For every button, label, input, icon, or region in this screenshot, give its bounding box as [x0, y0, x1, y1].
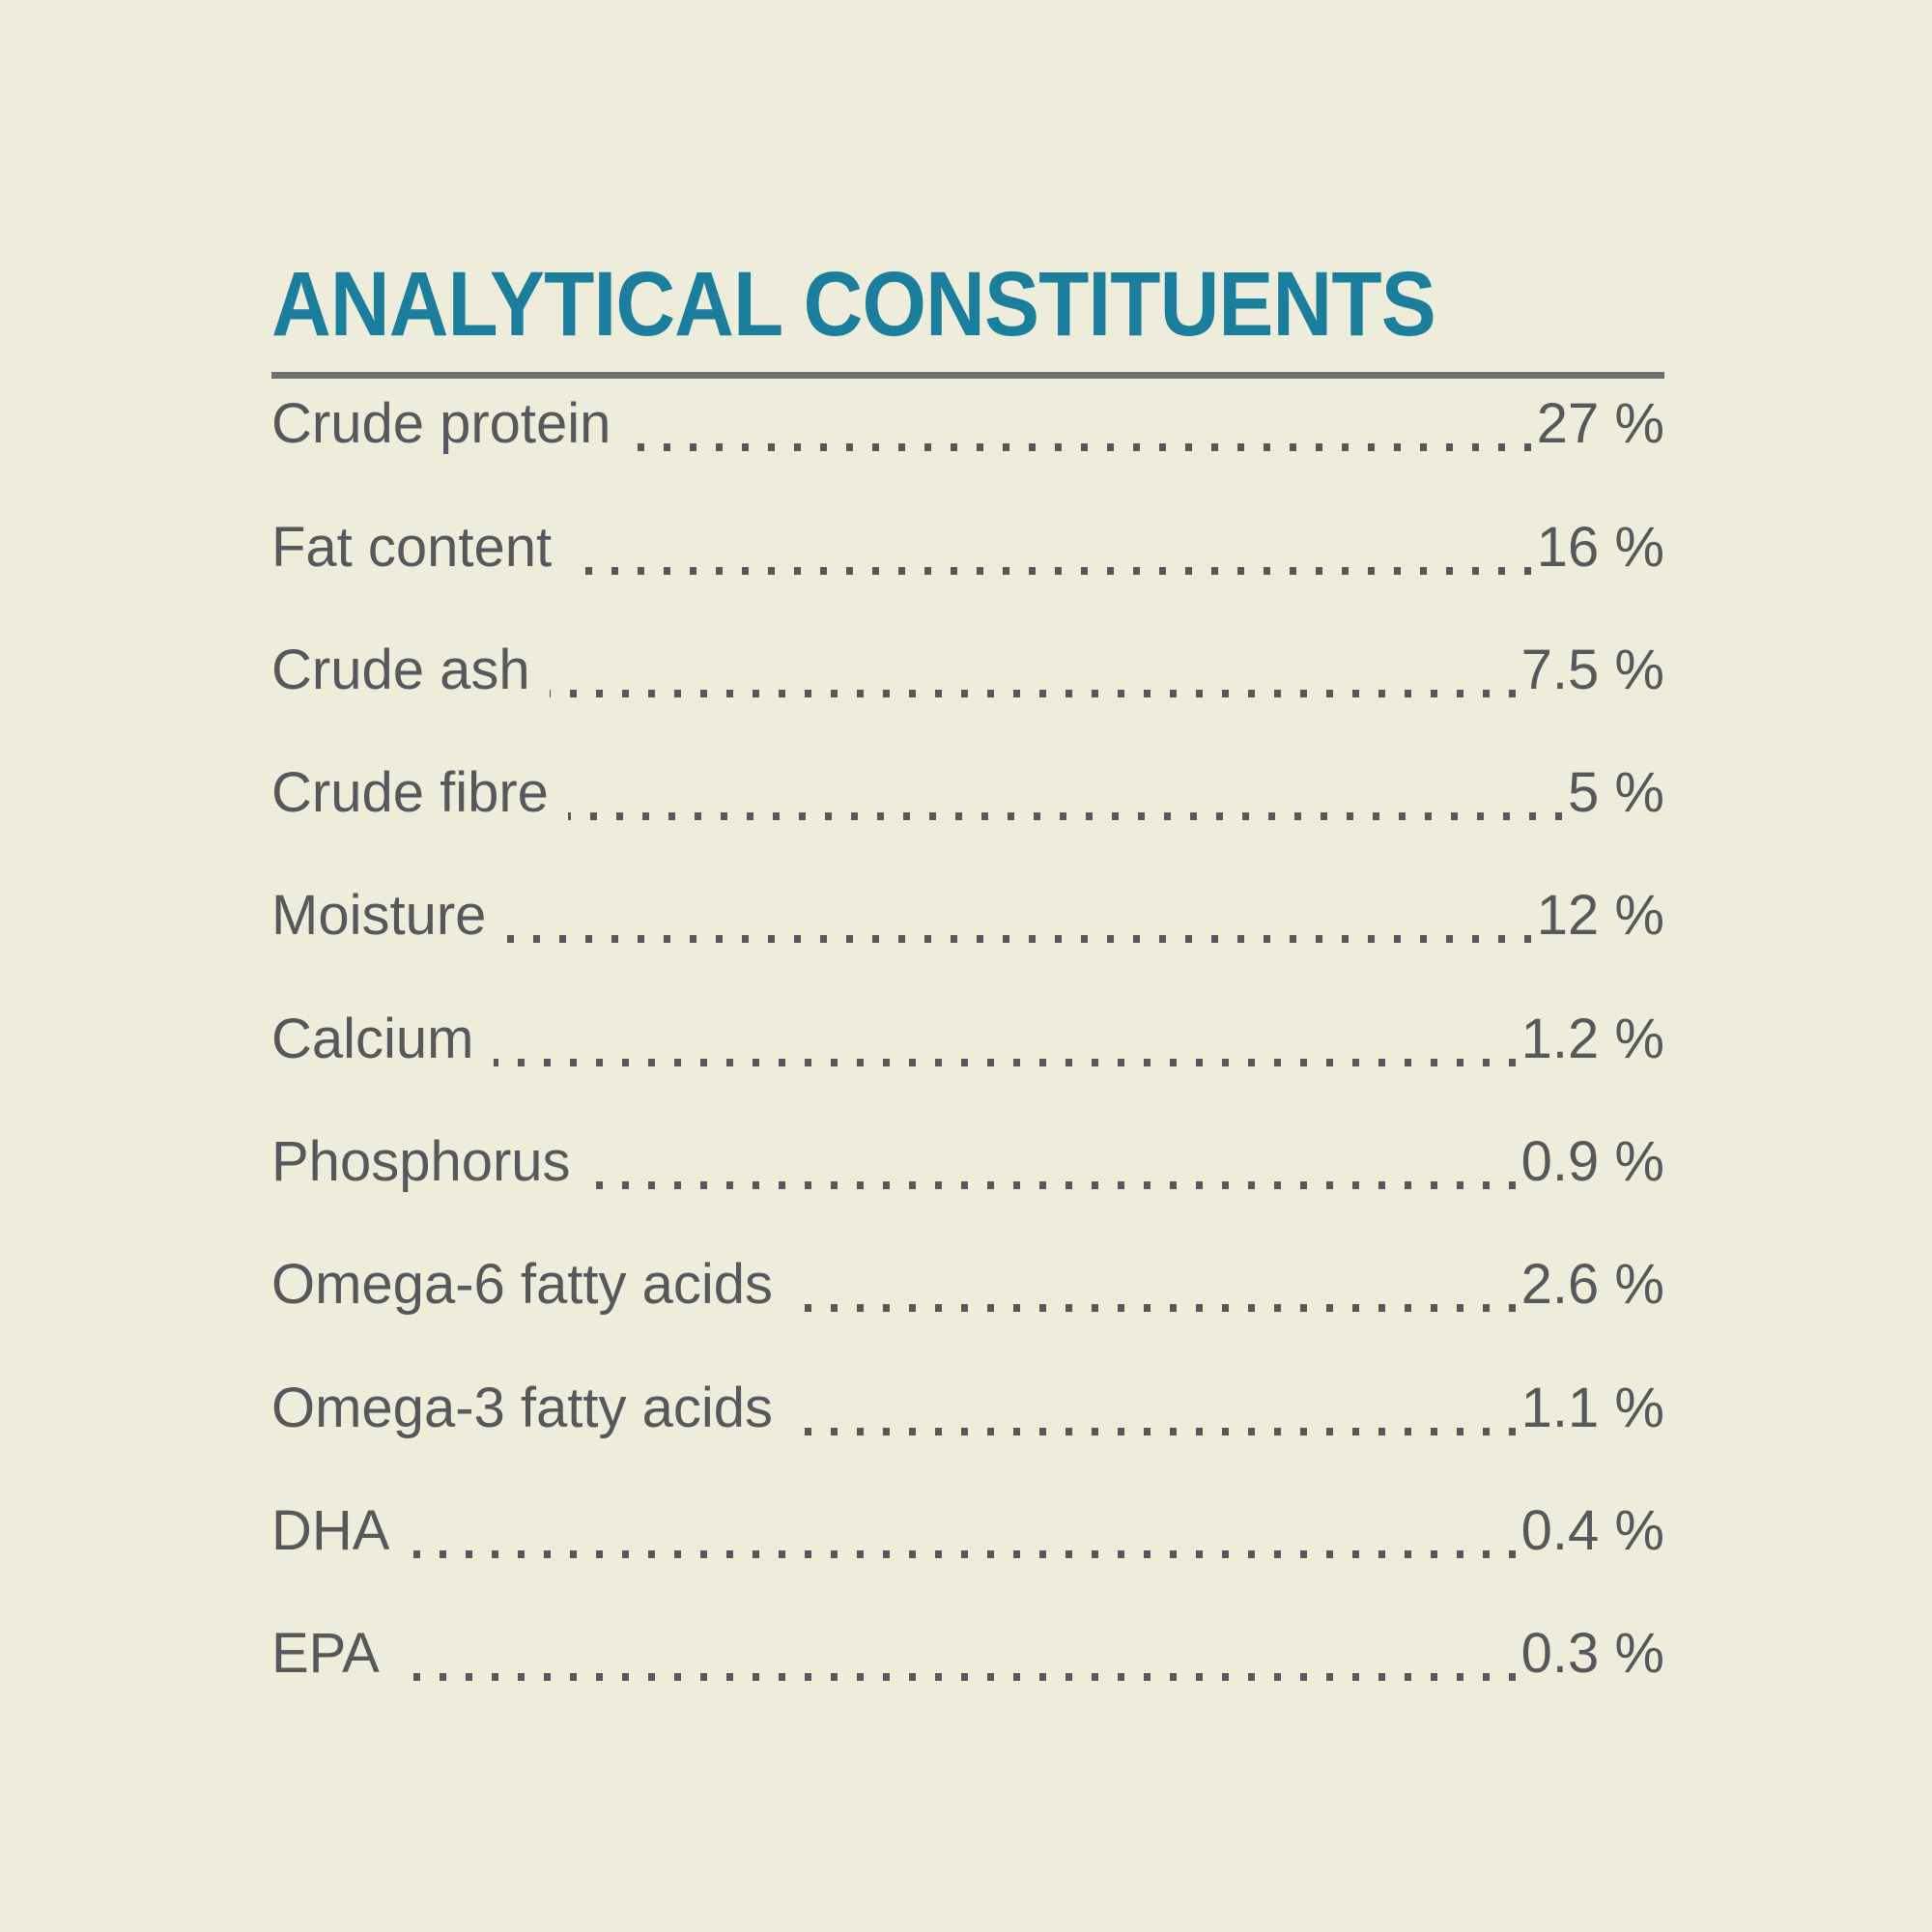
row-value: 1.2 % [1520, 1007, 1664, 1070]
row-value: 0.3 % [1520, 1622, 1664, 1686]
dot-leader [590, 1181, 1516, 1189]
row-value: 12 % [1536, 884, 1664, 948]
dot-leader [571, 567, 1531, 575]
row-label: Fat content [271, 515, 553, 579]
page-title: ANALYTICAL CONSTITUENTS [271, 253, 1435, 355]
table-row [271, 587, 1664, 710]
row-value: 27 % [1536, 392, 1664, 456]
dot-leader [792, 1304, 1516, 1312]
dot-leader [505, 935, 1530, 943]
dot-leader [399, 1673, 1516, 1681]
row-value: 7.5 % [1520, 638, 1664, 701]
row-label: Omega-3 fatty acids [271, 1376, 773, 1439]
table-row [271, 1324, 1664, 1447]
row-value: 16 % [1536, 515, 1664, 579]
row-value: 1.1 % [1520, 1376, 1664, 1439]
row-label: Crude fibre [271, 761, 549, 825]
table-row [271, 341, 1664, 464]
table-row [271, 710, 1664, 833]
row-value: 2.6 % [1520, 1253, 1664, 1317]
dot-leader [568, 812, 1562, 820]
table-row [271, 464, 1664, 586]
table-row [271, 955, 1664, 1078]
table-row [271, 1202, 1664, 1324]
row-label: Crude protein [271, 392, 611, 456]
row-label: Crude ash [271, 638, 530, 701]
row-label: Omega-6 fatty acids [271, 1253, 773, 1317]
table-row [271, 833, 1664, 955]
row-label: Phosphorus [271, 1130, 571, 1194]
nutrition-table [271, 341, 1664, 1693]
table-row [271, 1571, 1664, 1693]
dot-leader [630, 443, 1530, 451]
table-row [271, 1079, 1664, 1202]
table-row [271, 1448, 1664, 1571]
row-label: DHA [271, 1498, 390, 1562]
row-label: Calcium [271, 1007, 474, 1070]
row-value: 5 % [1568, 761, 1664, 825]
row-value: 0.4 % [1520, 1498, 1664, 1562]
row-value: 0.9 % [1520, 1130, 1664, 1194]
row-label: Moisture [271, 884, 487, 948]
dot-leader [550, 690, 1516, 697]
dot-leader [792, 1428, 1516, 1435]
dot-leader [409, 1550, 1515, 1558]
row-label: EPA [271, 1622, 380, 1686]
dot-leader [494, 1059, 1516, 1066]
